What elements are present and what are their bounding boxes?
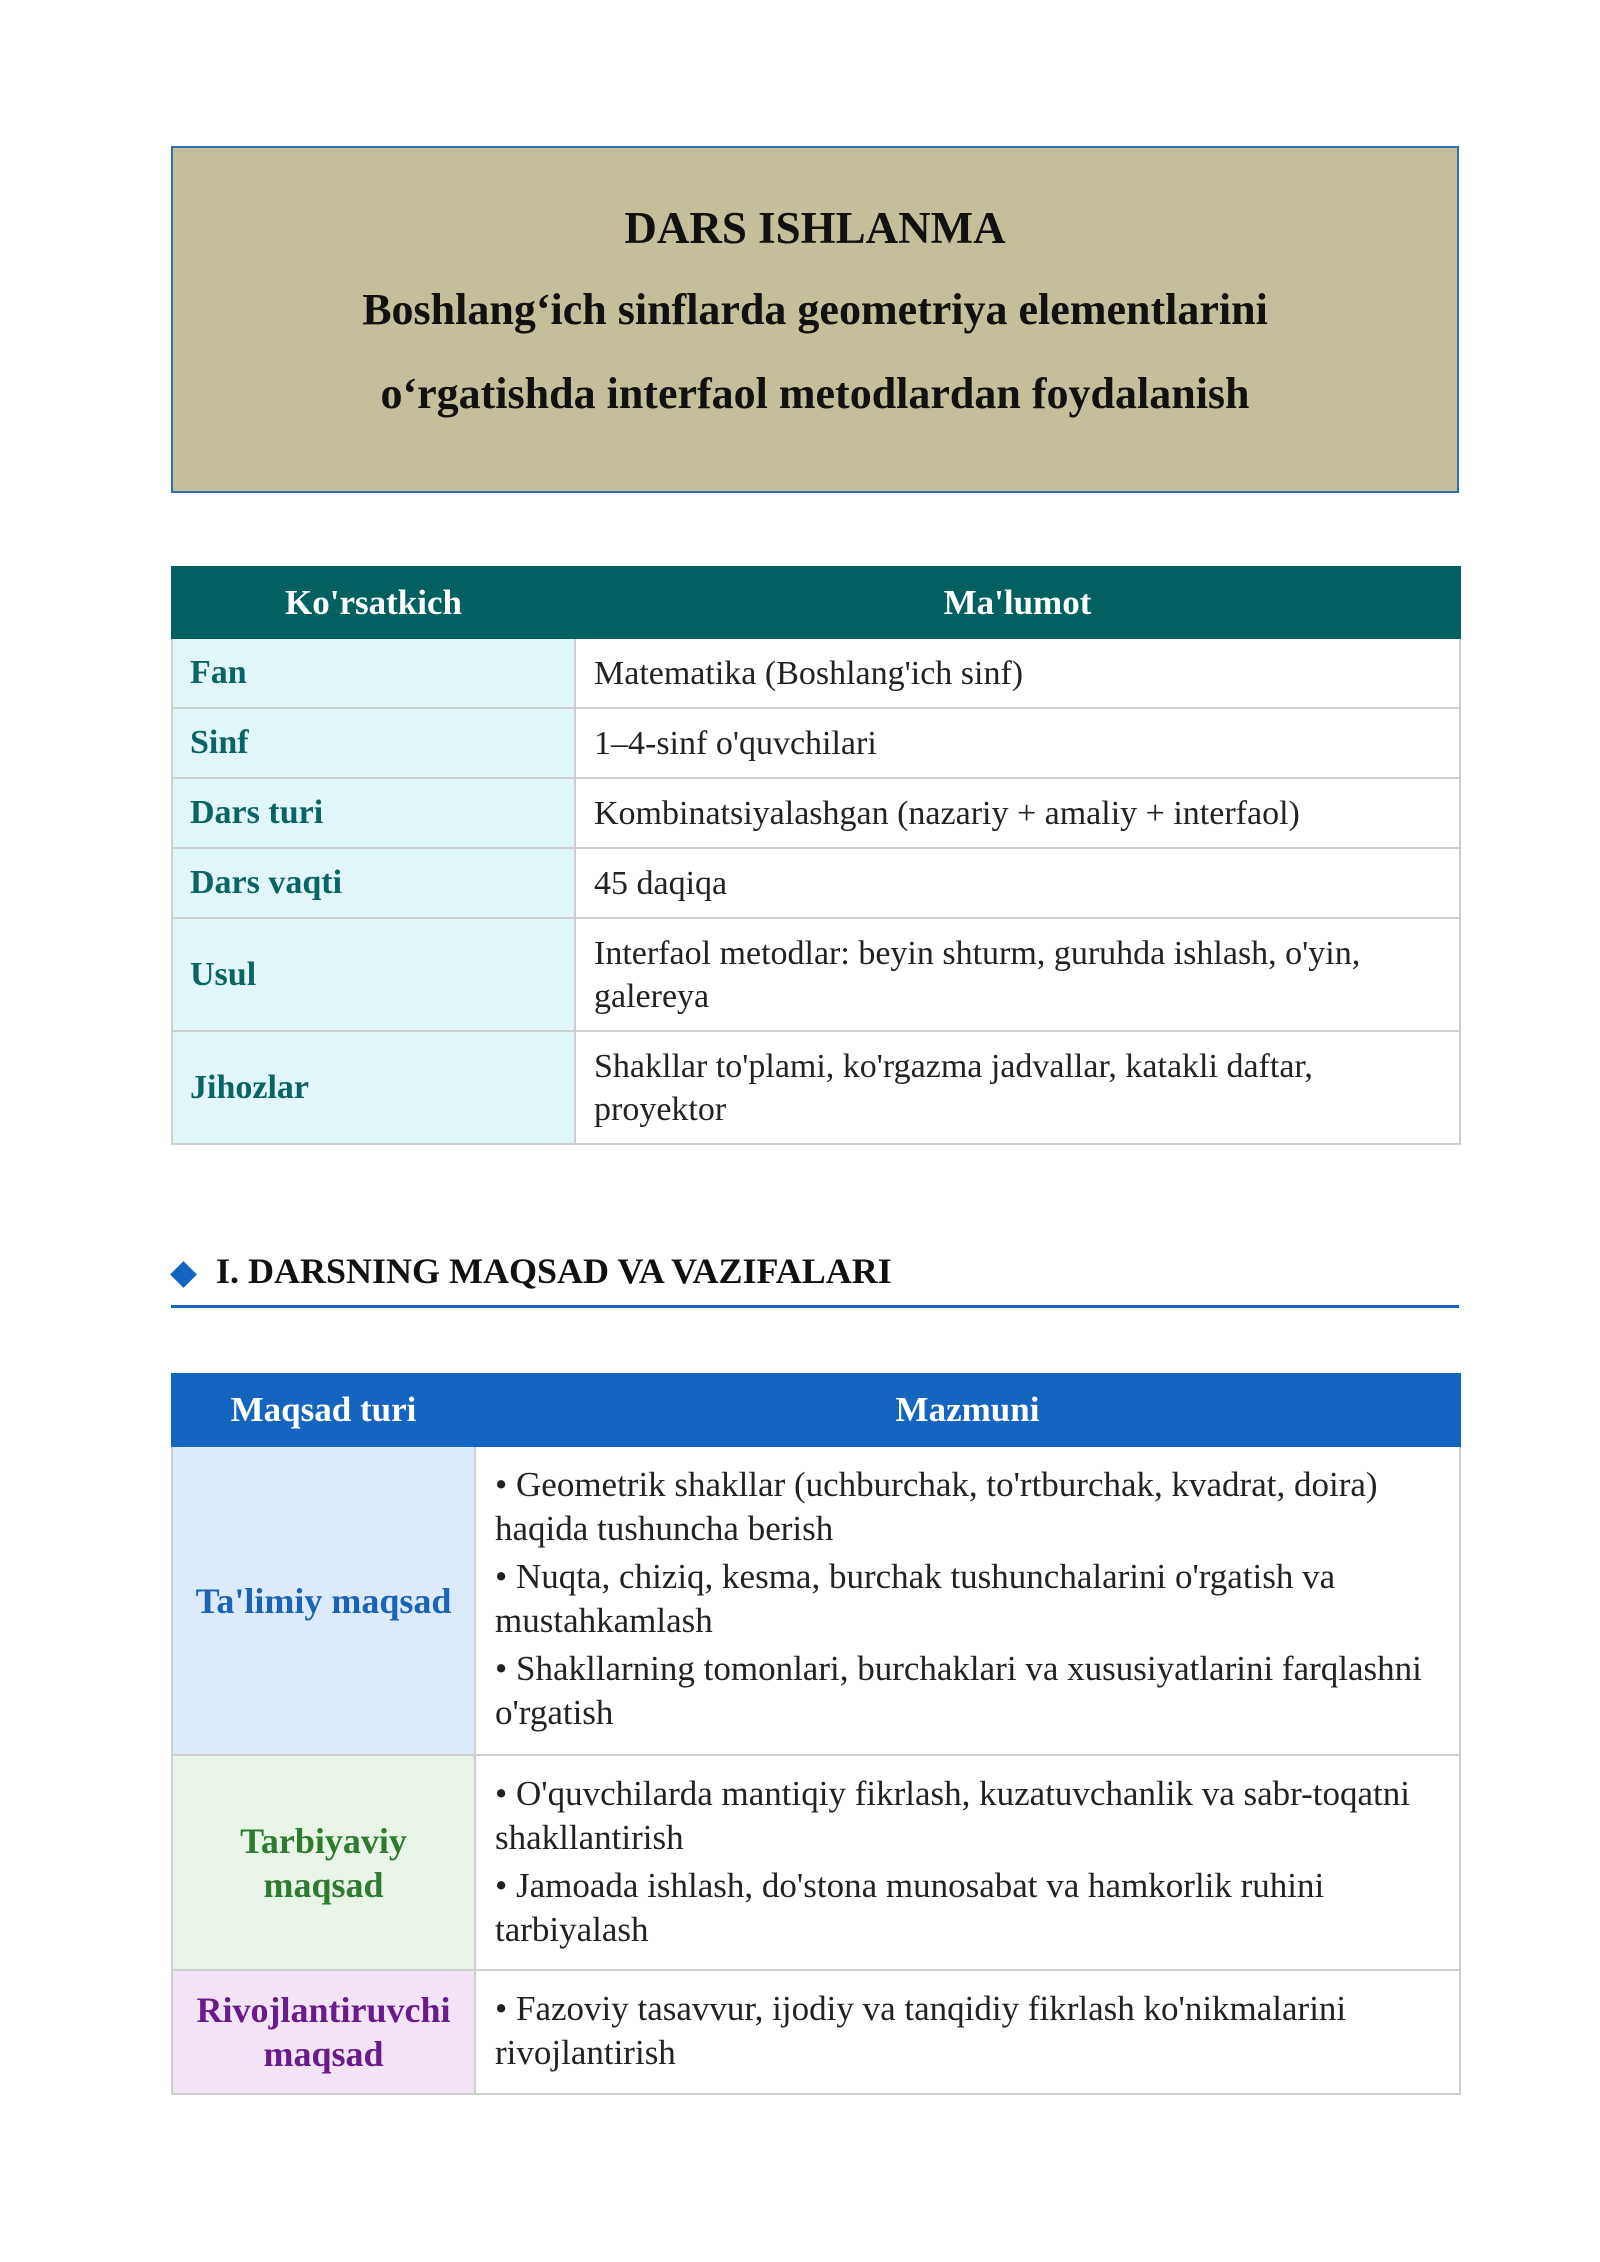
- list-item: • Nuqta, chiziq, kesma, burchak tushunchalarini o'rgatish va mustahkamlash: [495, 1557, 1336, 1640]
- list-item: • Shakllarning tomonlari, burchaklari va xususiyatlarini farqlashni o'rgatish: [495, 1649, 1422, 1732]
- info-value: Matematika (Boshlang'ich sinf): [575, 638, 1460, 708]
- table-row: [172, 708, 1460, 778]
- table-row: [172, 1031, 1460, 1144]
- table-row: [172, 848, 1460, 918]
- info-value: 1–4-sinf o'quvchilari: [575, 708, 1460, 778]
- section-title: I. DARSNING MAQSAD VA VAZIFALARI: [216, 1251, 892, 1291]
- info-header-information: Ma'lumot: [575, 567, 1460, 638]
- info-header-indicator: Ko'rsatkich: [172, 567, 575, 638]
- document-title: DARS ISHLANMA: [624, 203, 1006, 253]
- list-item: • Fazoviy tasavvur, ijodiy va tanqidiy fikrlash ko'nikmalarini rivojlantirish: [495, 1989, 1347, 2072]
- table-row: [172, 1446, 1460, 1755]
- goals-header-type: Maqsad turi: [172, 1374, 475, 1446]
- info-key: Dars turi: [172, 778, 575, 848]
- info-value: Shakllar to'plami, ko'rgazma jadvallar, katakli daftar, proyektor: [575, 1031, 1460, 1144]
- document-subtitle-line1: Boshlang‘ich sinflarda geometriya elementlarini: [362, 285, 1268, 334]
- goals-table: [171, 1373, 1461, 2095]
- diamond-bullet-icon: [170, 1261, 197, 1288]
- goal-type-rivojlantiruvchi: Rivojlantiruvchi maqsad: [172, 1970, 475, 2094]
- goal-content: [475, 1970, 1460, 2094]
- table-row: [172, 918, 1460, 1031]
- info-key: Usul: [172, 918, 575, 1031]
- info-key: Jihozlar: [172, 1031, 575, 1144]
- info-table: [171, 566, 1461, 1145]
- goals-table-header: [172, 1374, 1460, 1446]
- info-key: Dars vaqti: [172, 848, 575, 918]
- goal-type-talimiy: Ta'limiy maqsad: [172, 1446, 475, 1755]
- goal-content: [475, 1446, 1460, 1755]
- info-value: 45 daqiqa: [575, 848, 1460, 918]
- list-item: • Jamoada ishlash, do'stona munosabat va hamkorlik ruhini tarbiyalash: [495, 1866, 1325, 1949]
- table-row: [172, 1970, 1460, 2094]
- title-box: [171, 146, 1459, 493]
- goal-type-tarbiyaviy: Tarbiyaviy maqsad: [172, 1755, 475, 1970]
- goals-header-content: Mazmuni: [475, 1374, 1460, 1446]
- document-subtitle-line2: o‘rgatishda interfaol metodlardan foydalanish: [380, 369, 1250, 418]
- table-row: [172, 638, 1460, 708]
- info-value: Kombinatsiyalashgan (nazariy + amaliy + interfaol): [575, 778, 1460, 848]
- table-row: [172, 1755, 1460, 1970]
- list-item: • Geometrik shakllar (uchburchak, to'rtburchak, kvadrat, doira) haqida tushuncha berish: [495, 1465, 1378, 1548]
- table-row: [172, 778, 1460, 848]
- info-value: Interfaol metodlar: beyin shturm, guruhda ishlash, o'yin, galereya: [575, 918, 1460, 1031]
- section-heading: [171, 1248, 1459, 1308]
- goal-content: [475, 1755, 1460, 1970]
- info-key: Sinf: [172, 708, 575, 778]
- info-table-header: [172, 567, 1460, 638]
- info-key: Fan: [172, 638, 575, 708]
- list-item: • O'quvchilarda mantiqiy fikrlash, kuzatuvchanlik va sabr-toqatni shakllantirish: [495, 1774, 1410, 1857]
